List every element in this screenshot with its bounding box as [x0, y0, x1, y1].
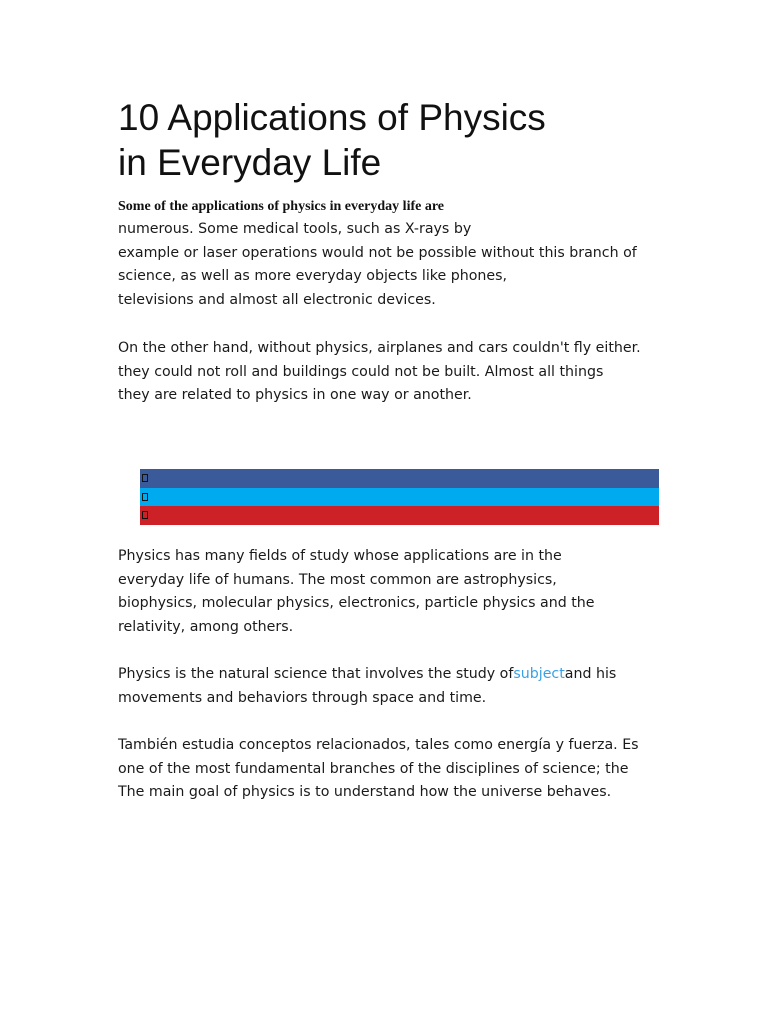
text-line: The main goal of physics is to understand how the universe behaves.	[118, 784, 612, 801]
text-line: relativity, among others.	[118, 618, 294, 635]
lead-sentence: Some of the applications of physics in everyday life are	[118, 199, 445, 214]
text-line: science, as well as more everyday objects like phones,	[118, 268, 508, 285]
missing-glyph-icon	[142, 474, 148, 482]
text-line	[118, 663, 616, 687]
text-segment: Physics is the natural science that involves the study of	[118, 666, 514, 682]
paragraph-intro	[118, 218, 637, 312]
text-line: everyday life of humans. The most common are astrophysics,	[118, 571, 557, 588]
text-line: movements and behaviors through space and time.	[118, 689, 487, 706]
missing-glyph-icon	[142, 511, 148, 519]
text-line: they could not roll and buildings could not be built. Almost all things	[118, 363, 604, 380]
subject-link[interactable]: subject	[513, 666, 565, 682]
text-line: televisions and almost all electronic devices.	[118, 291, 436, 308]
page-title	[118, 95, 658, 185]
paragraph-definition	[118, 663, 616, 710]
text-line: one of the most fundamental branches of the disciplines of science; the	[118, 760, 629, 777]
text-line: On the other hand, without physics, airplanes and cars couldn't fly either.	[118, 340, 641, 356]
paragraph-fields	[118, 545, 595, 639]
text-segment: and his	[564, 666, 617, 682]
page-title-line: in Everyday Life	[118, 142, 382, 183]
page-title-line: 10 Applications of Physics	[118, 97, 546, 138]
text-line: También estudia conceptos relacionados, tales como energía y fuerza. Es	[118, 737, 639, 753]
text-line: biophysics, molecular physics, electronics, particle physics and the	[118, 595, 595, 612]
facebook-share-button[interactable]	[140, 469, 659, 488]
paragraph-concepts	[118, 734, 639, 805]
missing-glyph-icon	[142, 493, 148, 501]
pinterest-share-button[interactable]	[140, 506, 659, 525]
twitter-share-button[interactable]	[140, 488, 659, 507]
paragraph-transport	[118, 337, 641, 408]
text-line: example or laser operations would not be possible without this branch of	[118, 244, 637, 261]
text-line: numerous. Some medical tools, such as X-rays by	[118, 221, 472, 237]
share-buttons	[140, 469, 659, 525]
text-line: Physics has many fields of study whose applications are in the	[118, 548, 562, 564]
text-line: they are related to physics in one way or another.	[118, 387, 472, 404]
